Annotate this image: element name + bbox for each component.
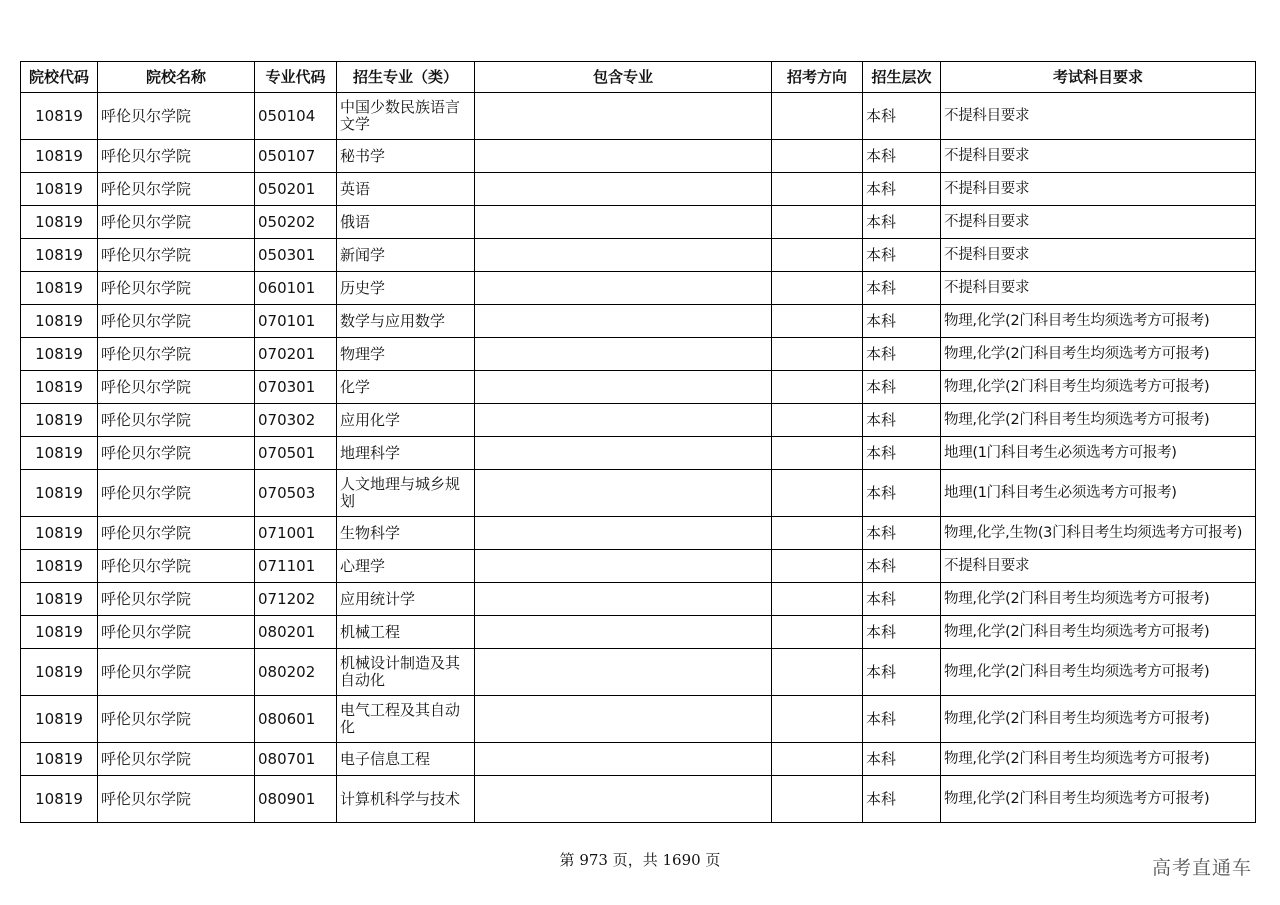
cell-requirement: 物理,化学,生物(3门科目考生均须选考方可报考) xyxy=(941,517,1256,550)
header-major: 招生专业（类） xyxy=(337,62,475,93)
cell-school-name: 呼伦贝尔学院 xyxy=(98,338,255,371)
cell-school-name: 呼伦贝尔学院 xyxy=(98,696,255,743)
header-includes: 包含专业 xyxy=(475,62,772,93)
cell-direction xyxy=(772,338,863,371)
cell-level: 本科 xyxy=(863,206,941,239)
cell-major-code: 080701 xyxy=(255,743,337,776)
cell-major: 机械工程 xyxy=(337,616,475,649)
cell-major-code: 080601 xyxy=(255,696,337,743)
cell-major-code: 050301 xyxy=(255,239,337,272)
table-row xyxy=(21,338,1256,371)
table-row xyxy=(21,517,1256,550)
cell-level: 本科 xyxy=(863,743,941,776)
cell-major-code: 050104 xyxy=(255,93,337,140)
cell-level: 本科 xyxy=(863,776,941,823)
cell-major-code: 071202 xyxy=(255,583,337,616)
header-level: 招生层次 xyxy=(863,62,941,93)
cell-direction xyxy=(772,173,863,206)
table-row xyxy=(21,305,1256,338)
cell-includes xyxy=(475,206,772,239)
cell-level: 本科 xyxy=(863,517,941,550)
cell-direction xyxy=(772,206,863,239)
cell-school-name: 呼伦贝尔学院 xyxy=(98,470,255,517)
cell-includes xyxy=(475,696,772,743)
cell-includes xyxy=(475,616,772,649)
cell-requirement: 不提科目要求 xyxy=(941,239,1256,272)
cell-school-name: 呼伦贝尔学院 xyxy=(98,239,255,272)
cell-direction xyxy=(772,649,863,696)
cell-school-code: 10819 xyxy=(21,140,98,173)
table-row xyxy=(21,550,1256,583)
cell-major: 历史学 xyxy=(337,272,475,305)
admission-table xyxy=(20,61,1256,823)
cell-requirement: 物理,化学(2门科目考生均须选考方可报考) xyxy=(941,583,1256,616)
cell-requirement: 不提科目要求 xyxy=(941,550,1256,583)
cell-school-name: 呼伦贝尔学院 xyxy=(98,371,255,404)
cell-major-code: 070301 xyxy=(255,371,337,404)
cell-requirement: 物理,化学(2门科目考生均须选考方可报考) xyxy=(941,404,1256,437)
cell-level: 本科 xyxy=(863,371,941,404)
cell-school-code: 10819 xyxy=(21,93,98,140)
cell-includes xyxy=(475,93,772,140)
cell-requirement: 物理,化学(2门科目考生均须选考方可报考) xyxy=(941,776,1256,823)
cell-major-code: 080201 xyxy=(255,616,337,649)
cell-direction xyxy=(772,517,863,550)
cell-school-code: 10819 xyxy=(21,470,98,517)
table-row xyxy=(21,743,1256,776)
cell-school-code: 10819 xyxy=(21,743,98,776)
table-row xyxy=(21,583,1256,616)
cell-includes xyxy=(475,470,772,517)
cell-school-code: 10819 xyxy=(21,305,98,338)
cell-school-name: 呼伦贝尔学院 xyxy=(98,743,255,776)
cell-requirement: 物理,化学(2门科目考生均须选考方可报考) xyxy=(941,371,1256,404)
cell-direction xyxy=(772,743,863,776)
table-row xyxy=(21,206,1256,239)
cell-level: 本科 xyxy=(863,173,941,206)
table-row xyxy=(21,239,1256,272)
cell-school-code: 10819 xyxy=(21,371,98,404)
cell-includes xyxy=(475,550,772,583)
cell-includes xyxy=(475,776,772,823)
cell-requirement: 物理,化学(2门科目考生均须选考方可报考) xyxy=(941,696,1256,743)
cell-requirement: 物理,化学(2门科目考生均须选考方可报考) xyxy=(941,616,1256,649)
cell-school-code: 10819 xyxy=(21,517,98,550)
table-row xyxy=(21,272,1256,305)
cell-school-name: 呼伦贝尔学院 xyxy=(98,616,255,649)
cell-major-code: 050201 xyxy=(255,173,337,206)
table-row xyxy=(21,140,1256,173)
table-body xyxy=(21,93,1256,823)
table-row xyxy=(21,616,1256,649)
cell-major-code: 050202 xyxy=(255,206,337,239)
cell-requirement: 物理,化学(2门科目考生均须选考方可报考) xyxy=(941,743,1256,776)
cell-school-name: 呼伦贝尔学院 xyxy=(98,437,255,470)
cell-level: 本科 xyxy=(863,649,941,696)
cell-direction xyxy=(772,371,863,404)
cell-includes xyxy=(475,649,772,696)
cell-major: 俄语 xyxy=(337,206,475,239)
table-header xyxy=(21,62,1256,93)
cell-major-code: 050107 xyxy=(255,140,337,173)
cell-major: 电气工程及其自动化 xyxy=(337,696,475,743)
cell-major: 生物科学 xyxy=(337,517,475,550)
header-row xyxy=(21,62,1256,93)
cell-school-code: 10819 xyxy=(21,649,98,696)
cell-major-code: 071101 xyxy=(255,550,337,583)
cell-direction xyxy=(772,550,863,583)
cell-major: 化学 xyxy=(337,371,475,404)
cell-requirement: 不提科目要求 xyxy=(941,206,1256,239)
header-school-code: 院校代码 xyxy=(21,62,98,93)
cell-school-code: 10819 xyxy=(21,338,98,371)
cell-level: 本科 xyxy=(863,550,941,583)
cell-major: 数学与应用数学 xyxy=(337,305,475,338)
cell-major-code: 070501 xyxy=(255,437,337,470)
cell-major: 电子信息工程 xyxy=(337,743,475,776)
cell-includes xyxy=(475,517,772,550)
cell-requirement: 不提科目要求 xyxy=(941,173,1256,206)
cell-direction xyxy=(772,239,863,272)
cell-school-name: 呼伦贝尔学院 xyxy=(98,173,255,206)
cell-includes xyxy=(475,583,772,616)
header-direction: 招考方向 xyxy=(772,62,863,93)
page-number: 第 973 页，共 1690 页 xyxy=(559,851,721,869)
cell-major-code: 070302 xyxy=(255,404,337,437)
cell-level: 本科 xyxy=(863,305,941,338)
header-requirement: 考试科目要求 xyxy=(941,62,1256,93)
table-row xyxy=(21,649,1256,696)
cell-level: 本科 xyxy=(863,272,941,305)
cell-level: 本科 xyxy=(863,437,941,470)
cell-direction xyxy=(772,583,863,616)
cell-level: 本科 xyxy=(863,140,941,173)
cell-school-name: 呼伦贝尔学院 xyxy=(98,649,255,696)
cell-includes xyxy=(475,437,772,470)
cell-requirement: 不提科目要求 xyxy=(941,93,1256,140)
cell-requirement: 物理,化学(2门科目考生均须选考方可报考) xyxy=(941,649,1256,696)
cell-level: 本科 xyxy=(863,404,941,437)
cell-school-code: 10819 xyxy=(21,206,98,239)
cell-major: 应用统计学 xyxy=(337,583,475,616)
cell-requirement: 地理(1门科目考生必须选考方可报考) xyxy=(941,437,1256,470)
cell-school-code: 10819 xyxy=(21,272,98,305)
cell-major: 应用化学 xyxy=(337,404,475,437)
cell-major: 计算机科学与技术 xyxy=(337,776,475,823)
cell-direction xyxy=(772,696,863,743)
cell-school-code: 10819 xyxy=(21,550,98,583)
cell-school-code: 10819 xyxy=(21,583,98,616)
cell-direction xyxy=(772,437,863,470)
cell-major: 中国少数民族语言文学 xyxy=(337,93,475,140)
cell-direction xyxy=(772,616,863,649)
cell-includes xyxy=(475,743,772,776)
cell-direction xyxy=(772,272,863,305)
cell-school-code: 10819 xyxy=(21,239,98,272)
cell-level: 本科 xyxy=(863,616,941,649)
cell-major-code: 071001 xyxy=(255,517,337,550)
cell-direction xyxy=(772,305,863,338)
cell-includes xyxy=(475,173,772,206)
table-row xyxy=(21,470,1256,517)
cell-major-code: 080202 xyxy=(255,649,337,696)
cell-direction xyxy=(772,404,863,437)
cell-major-code: 060101 xyxy=(255,272,337,305)
cell-school-code: 10819 xyxy=(21,696,98,743)
cell-requirement: 不提科目要求 xyxy=(941,272,1256,305)
cell-school-code: 10819 xyxy=(21,173,98,206)
cell-includes xyxy=(475,140,772,173)
cell-includes xyxy=(475,305,772,338)
header-major-code: 专业代码 xyxy=(255,62,337,93)
cell-major-code: 070201 xyxy=(255,338,337,371)
cell-major: 物理学 xyxy=(337,338,475,371)
cell-major: 机械设计制造及其自动化 xyxy=(337,649,475,696)
cell-school-name: 呼伦贝尔学院 xyxy=(98,517,255,550)
cell-school-code: 10819 xyxy=(21,776,98,823)
cell-direction xyxy=(772,470,863,517)
cell-direction xyxy=(772,93,863,140)
cell-major: 人文地理与城乡规划 xyxy=(337,470,475,517)
cell-school-name: 呼伦贝尔学院 xyxy=(98,305,255,338)
cell-school-name: 呼伦贝尔学院 xyxy=(98,206,255,239)
cell-school-name: 呼伦贝尔学院 xyxy=(98,583,255,616)
cell-major: 心理学 xyxy=(337,550,475,583)
cell-school-name: 呼伦贝尔学院 xyxy=(98,140,255,173)
table-row xyxy=(21,173,1256,206)
cell-school-name: 呼伦贝尔学院 xyxy=(98,404,255,437)
cell-major: 新闻学 xyxy=(337,239,475,272)
cell-includes xyxy=(475,272,772,305)
table-row xyxy=(21,696,1256,743)
cell-includes xyxy=(475,338,772,371)
table-row xyxy=(21,404,1256,437)
cell-major: 地理科学 xyxy=(337,437,475,470)
cell-requirement: 地理(1门科目考生必须选考方可报考) xyxy=(941,470,1256,517)
cell-direction xyxy=(772,776,863,823)
cell-requirement: 物理,化学(2门科目考生均须选考方可报考) xyxy=(941,305,1256,338)
table-row xyxy=(21,776,1256,823)
cell-major-code: 070503 xyxy=(255,470,337,517)
cell-level: 本科 xyxy=(863,93,941,140)
cell-level: 本科 xyxy=(863,338,941,371)
cell-level: 本科 xyxy=(863,239,941,272)
cell-school-name: 呼伦贝尔学院 xyxy=(98,93,255,140)
cell-school-code: 10819 xyxy=(21,404,98,437)
cell-major-code: 070101 xyxy=(255,305,337,338)
cell-major: 英语 xyxy=(337,173,475,206)
cell-school-name: 呼伦贝尔学院 xyxy=(98,272,255,305)
cell-level: 本科 xyxy=(863,470,941,517)
cell-level: 本科 xyxy=(863,583,941,616)
cell-direction xyxy=(772,140,863,173)
cell-major-code: 080901 xyxy=(255,776,337,823)
cell-requirement: 物理,化学(2门科目考生均须选考方可报考) xyxy=(941,338,1256,371)
cell-includes xyxy=(475,239,772,272)
cell-major: 秘书学 xyxy=(337,140,475,173)
cell-level: 本科 xyxy=(863,696,941,743)
table-row xyxy=(21,93,1256,140)
cell-requirement: 不提科目要求 xyxy=(941,140,1256,173)
cell-school-code: 10819 xyxy=(21,616,98,649)
header-school-name: 院校名称 xyxy=(98,62,255,93)
cell-school-code: 10819 xyxy=(21,437,98,470)
cell-includes xyxy=(475,371,772,404)
table-row xyxy=(21,437,1256,470)
table-row xyxy=(21,371,1256,404)
watermark-text: 高考直通车 xyxy=(1151,857,1252,879)
cell-school-name: 呼伦贝尔学院 xyxy=(98,550,255,583)
cell-includes xyxy=(475,404,772,437)
cell-school-name: 呼伦贝尔学院 xyxy=(98,776,255,823)
